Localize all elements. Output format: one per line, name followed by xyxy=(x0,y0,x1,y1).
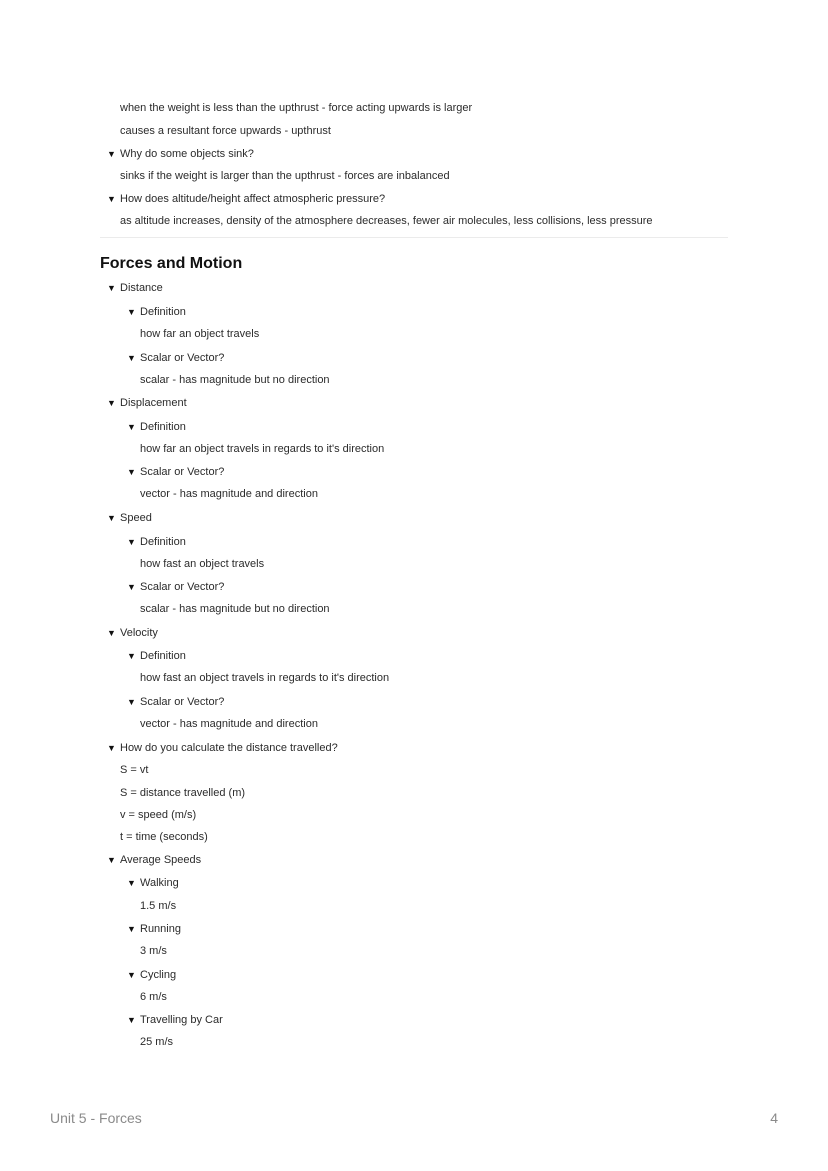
toggle-arrow-icon[interactable]: ▼ xyxy=(107,283,116,293)
toggle-label-definition[interactable]: Definition xyxy=(140,306,186,318)
page-number: 4 xyxy=(770,1110,778,1126)
toggle-label-scalar-vector[interactable]: Scalar or Vector? xyxy=(140,352,225,364)
toggle-arrow-icon[interactable]: ▼ xyxy=(107,149,116,159)
toggle-arrow-icon[interactable]: ▼ xyxy=(127,582,136,592)
text-line: vector - has magnitude and direction xyxy=(140,488,318,500)
toggle-label-distance[interactable]: Distance xyxy=(120,282,163,294)
text-line: 6 m/s xyxy=(140,991,167,1003)
toggle-label-displacement[interactable]: Displacement xyxy=(120,397,187,409)
footer-title: Unit 5 - Forces xyxy=(50,1110,142,1126)
text-line: how fast an object travels in regards to it's direction xyxy=(140,672,390,684)
text-line: as altitude increases, density of the atmosphere decreases, fewer air molecules, less collisions, less pressure xyxy=(120,215,653,227)
toggle-label-calculate-distance[interactable]: How do you calculate the distance travelled? xyxy=(120,742,338,754)
toggle-arrow-icon[interactable]: ▼ xyxy=(127,353,136,363)
toggle-arrow-icon[interactable]: ▼ xyxy=(127,1015,136,1025)
toggle-label-cycling[interactable]: Cycling xyxy=(140,969,177,981)
text-line: sinks if the weight is larger than the upthrust - forces are inbalanced xyxy=(120,170,450,182)
divider xyxy=(100,237,728,238)
text-line: scalar - has magnitude but no direction xyxy=(140,374,330,386)
toggle-label-scalar-vector[interactable]: Scalar or Vector? xyxy=(140,581,225,593)
toggle-label-velocity[interactable]: Velocity xyxy=(120,627,158,639)
toggle-label-walking[interactable]: Walking xyxy=(140,877,179,889)
formula: S = vt xyxy=(120,764,149,776)
toggle-arrow-icon[interactable]: ▼ xyxy=(127,697,136,707)
toggle-label-sink[interactable]: Why do some objects sink? xyxy=(120,148,254,160)
toggle-label-definition[interactable]: Definition xyxy=(140,650,186,662)
toggle-arrow-icon[interactable]: ▼ xyxy=(127,878,136,888)
toggle-label-car[interactable]: Travelling by Car xyxy=(140,1014,223,1026)
text-line: 25 m/s xyxy=(140,1036,174,1048)
toggle-label-speed[interactable]: Speed xyxy=(120,512,152,524)
toggle-label-running[interactable]: Running xyxy=(140,923,181,935)
text-line: S = distance travelled (m) xyxy=(120,787,246,799)
section-heading: Forces and Motion xyxy=(100,255,243,272)
toggle-arrow-icon[interactable]: ▼ xyxy=(107,628,116,638)
toggle-label-altitude[interactable]: How does altitude/height affect atmospheric pressure? xyxy=(120,193,386,205)
text-line: vector - has magnitude and direction xyxy=(140,718,318,730)
toggle-arrow-icon[interactable]: ▼ xyxy=(107,513,116,523)
text-line: how fast an object travels xyxy=(140,558,265,570)
text-line: 1.5 m/s xyxy=(140,900,177,912)
text-line: when the weight is less than the upthrust - force acting upwards is larger xyxy=(120,102,473,114)
toggle-label-definition[interactable]: Definition xyxy=(140,421,186,433)
text-line: 3 m/s xyxy=(140,945,167,957)
toggle-label-definition[interactable]: Definition xyxy=(140,536,186,548)
toggle-arrow-icon[interactable]: ▼ xyxy=(107,194,116,204)
text-line: t = time (seconds) xyxy=(120,831,208,843)
toggle-arrow-icon[interactable]: ▼ xyxy=(127,422,136,432)
text-line: causes a resultant force upwards - upthrust xyxy=(120,125,331,137)
toggle-arrow-icon[interactable]: ▼ xyxy=(107,743,116,753)
text-line: scalar - has magnitude but no direction xyxy=(140,603,330,615)
toggle-arrow-icon[interactable]: ▼ xyxy=(127,307,136,317)
toggle-arrow-icon[interactable]: ▼ xyxy=(127,970,136,980)
toggle-arrow-icon[interactable]: ▼ xyxy=(127,467,136,477)
toggle-arrow-icon[interactable]: ▼ xyxy=(127,924,136,934)
text-line: how far an object travels xyxy=(140,328,260,340)
toggle-arrow-icon[interactable]: ▼ xyxy=(107,855,116,865)
toggle-label-scalar-vector[interactable]: Scalar or Vector? xyxy=(140,696,225,708)
text-line: how far an object travels in regards to it's direction xyxy=(140,443,385,455)
text-line: v = speed (m/s) xyxy=(120,809,197,821)
toggle-arrow-icon[interactable]: ▼ xyxy=(127,651,136,661)
toggle-arrow-icon[interactable]: ▼ xyxy=(107,398,116,408)
toggle-label-scalar-vector[interactable]: Scalar or Vector? xyxy=(140,466,225,478)
toggle-arrow-icon[interactable]: ▼ xyxy=(127,537,136,547)
toggle-label-average-speeds[interactable]: Average Speeds xyxy=(120,854,202,866)
